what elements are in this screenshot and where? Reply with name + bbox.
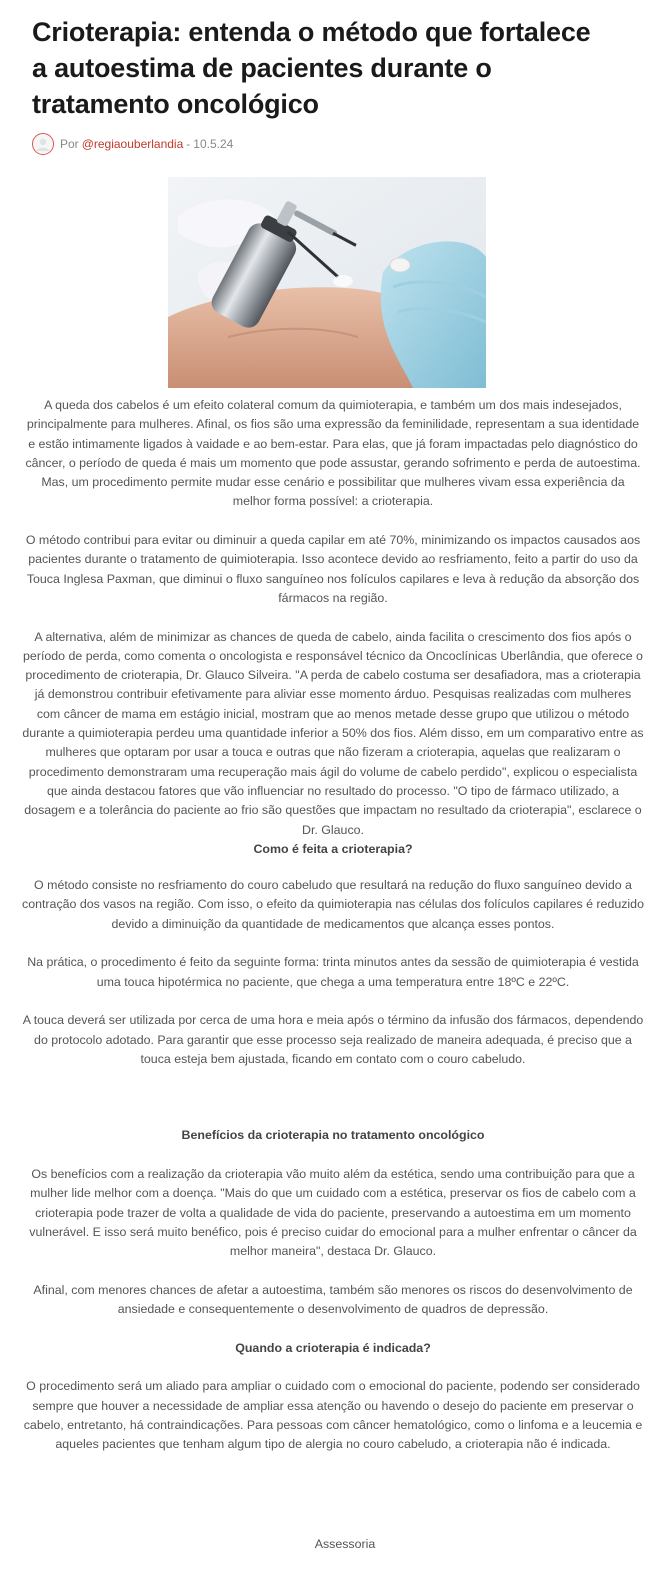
article-body [22, 396, 644, 1474]
paragraph: Na prática, o procedimento é feito da seguinte forma: trinta minutos antes da sessão de quimioterapia é vestida uma touca hipotérmica no paciente, que chega a uma temperatura entre 18ºC e 22ºC. [27, 955, 639, 989]
article-credit: Assessoria [314, 1537, 376, 1551]
byline-prefix: Por [60, 137, 79, 151]
paragraph: A touca deverá ser utilizada por cerca de uma hora e meia após o término da infusão dos fármacos, dependendo do protocolo adotado. Para garantir que esse processo seja realizado de maneira adequada, é preciso que a touca esteja bem ajustada, ficando em contato com o couro cabeludo. [22, 1013, 644, 1066]
paragraph: A queda dos cabelos é um efeito colateral comum da quimioterapia, e também um dos mais indesejados, principalmente para mulheres. Afinal, os fios são uma expressão da feminilidade, representam a sua identidade e estão intimamente ligados à vaidade e ao bem-estar. Para elas, que já foram impactadas pelo diagnóstico do câncer, o período de queda é mais um momento que pode assustar, gerando sofrimento e perda de autoestima. Mas, um procedimento permite mudar esse cenário e possibilitar que mulheres vivam essa experiência da melhor forma possível: a crioterapia. [25, 398, 641, 509]
byline [32, 132, 233, 156]
spacer [22, 1088, 644, 1126]
paragraph: O método consiste no resfriamento do couro cabeludo que resultará na redução do fluxo sanguíneo devido a contração dos vasos na região. Com isso, o efeito da quimioterapia nas células dos folículos capilares é reduzido devido a diminuição da quantidade de medicamentos que alcança esses pontos. [22, 878, 644, 931]
section-heading: Quando a crioterapia é indicada? [235, 1340, 431, 1355]
section-heading: Benefícios da crioterapia no tratamento oncológico [181, 1128, 485, 1143]
author-link[interactable]: @regiaouberlandia [81, 137, 184, 151]
byline-separator: - [186, 137, 191, 151]
paragraph: Os benefícios com a realização da crioterapia vão muito além da estética, sendo uma contribuição para que a mulher lide melhor com a doença. "Mais do que um cuidado com a estética, preservar os fios de cabelo com a crioterapia pode trazer de volta a qualidade de vida do paciente, preservando a autoestima em um momento vulnerável. E isso será muito benéfico, pois é preciso cuidar do emocional para a mulher enfrentar o câncer da melhor maneira", destaca Dr. Glauco. [29, 1166, 637, 1259]
user-icon [33, 134, 53, 154]
section-heading: Como é feita a crioterapia? [253, 841, 413, 856]
paragraph: O método contribui para evitar ou diminuir a queda capilar em até 70%, minimizando os impactos causados aos pacientes durante o tratamento de quimioterapia. Isso acontece devido ao resfriamento, feito a partir do uso da Touca Inglesa Paxman, que diminui o fluxo sanguíneo nos folículos capilares e leva à redução da absorção dos fármacos na região. [25, 533, 641, 605]
article-title: Crioterapia: entenda o método que fortalece a autoestima de pacientes durante o tratamento oncológico [32, 17, 591, 119]
hero-image [168, 177, 486, 388]
paragraph: O procedimento será um aliado para ampliar o cuidado com o emocional do paciente, podendo ser considerado sempre que houver a necessidade de ampliar essa atenção ou havendo o desejo do paciente em preservar o cabelo, entretanto, há contraindicações. Para pessoas com câncer hematológico, como o linfoma e a leucemia e aqueles pacientes que tenham algum tipo de alergia no couro cabeludo, a crioterapia não é indicada. [23, 1379, 643, 1452]
author-avatar[interactable] [32, 133, 54, 155]
paragraph: A alternativa, além de minimizar as chances de queda de cabelo, ainda facilita o crescimento dos fios após o período de perda, como comenta o oncologista e responsável técnico da Oncoclínicas Uberlândia, que oferece o procedimento de crioterapia, Dr. Glauco Silveira. "A perda de cabelo costuma ser desafiadora, mas a crioterapia já demonstrou contribuir efetivamente para aliviar esse momento árduo. Pesquisas realizadas com mulheres com câncer de mama em estágio inicial, mostram que ao menos metade desse grupo que utilizou o método durante a quimioterapia perdeu uma quantidade inferior a 50% dos fios. Além disso, em um comparativo entre as mulheres que optaram por usar a touca e outras que não fizeram a crioterapia, aquelas que realizaram o procedimento demonstraram uma recuperação mais ágil do volume de cabelo perdido", explicou o especialista que ainda destacou fatores que vão influenciar no resultado do processo. "O tipo de fármaco utilizado, a dosagem e a tolerância do paciente ao frio são questões que impactam no resultado da crioterapia", esclarece o Dr. Glauco. [22, 629, 644, 837]
publish-date: 10.5.24 [193, 137, 234, 151]
cryotherapy-photo [168, 177, 486, 388]
paragraph: Afinal, com menores chances de afetar a autoestima, também são menores os riscos do desenvolvimento de ansiedade e consequentemente o desenvolvimento de quadros de depressão. [33, 1282, 633, 1317]
